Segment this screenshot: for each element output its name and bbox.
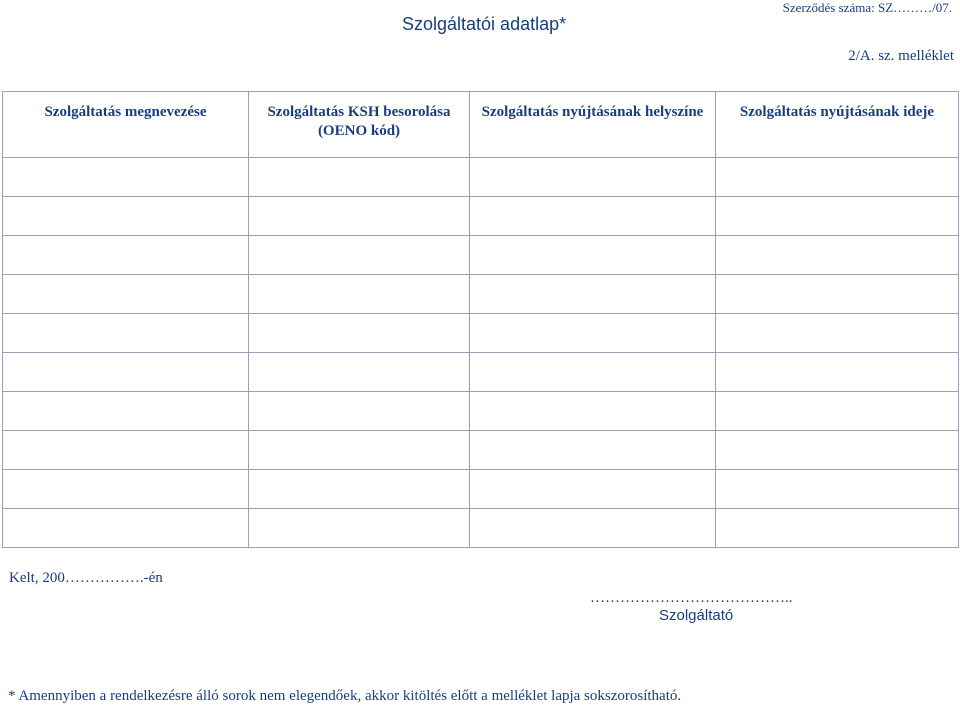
table-header-row: [3, 92, 959, 158]
signature-label: Szolgáltató: [659, 607, 734, 624]
ksh-code-cell[interactable]: [249, 275, 470, 314]
service-name-cell[interactable]: [3, 236, 249, 275]
service-name-cell[interactable]: [3, 197, 249, 236]
table-row: [3, 236, 959, 275]
date-line: Kelt, 200…………….-én: [9, 570, 163, 586]
table-row: [3, 197, 959, 236]
table-row: [3, 392, 959, 431]
ksh-code-cell[interactable]: [249, 236, 470, 275]
location-cell[interactable]: [470, 431, 716, 470]
location-cell[interactable]: [470, 314, 716, 353]
location-cell[interactable]: [470, 197, 716, 236]
time-cell[interactable]: [716, 158, 959, 197]
ksh-code-cell[interactable]: [249, 353, 470, 392]
service-name-cell[interactable]: [3, 353, 249, 392]
document-title: Szolgáltatói adatlap*: [402, 14, 567, 34]
ksh-code-cell[interactable]: [249, 392, 470, 431]
time-cell[interactable]: [716, 509, 959, 548]
contract-number: Szerződés száma: SZ………/07.: [782, 0, 952, 15]
column-header-location: Szolgáltatás nyújtásának helyszíne: [470, 92, 716, 158]
time-cell[interactable]: [716, 431, 959, 470]
ksh-code-cell[interactable]: [249, 158, 470, 197]
time-cell[interactable]: [716, 470, 959, 509]
ksh-code-cell[interactable]: [249, 314, 470, 353]
column-header-service-name: Szolgáltatás megnevezése: [3, 92, 249, 158]
service-name-cell[interactable]: [3, 392, 249, 431]
location-cell[interactable]: [470, 392, 716, 431]
time-cell[interactable]: [716, 314, 959, 353]
ksh-code-cell[interactable]: [249, 470, 470, 509]
services-table: [2, 91, 959, 548]
table-row: [3, 509, 959, 548]
ksh-code-cell[interactable]: [249, 197, 470, 236]
location-cell[interactable]: [470, 353, 716, 392]
service-name-cell[interactable]: [3, 509, 249, 548]
location-cell[interactable]: [470, 275, 716, 314]
signature-line: …………………………………..: [590, 590, 793, 606]
service-name-cell[interactable]: [3, 158, 249, 197]
table-row: [3, 431, 959, 470]
table-row: [3, 353, 959, 392]
service-name-cell[interactable]: [3, 275, 249, 314]
footnote: * Amennyiben a rendelkezésre álló sorok nem elegendőek, akkor kitöltés előtt a melléklet lapja sokszorosítható.: [8, 688, 682, 704]
column-header-time: Szolgáltatás nyújtásának ideje: [716, 92, 959, 158]
time-cell[interactable]: [716, 197, 959, 236]
table-row: [3, 470, 959, 509]
table-row: [3, 158, 959, 197]
time-cell[interactable]: [716, 392, 959, 431]
ksh-code-cell[interactable]: [249, 509, 470, 548]
location-cell[interactable]: [470, 236, 716, 275]
column-header-ksh-code: Szolgáltatás KSH besorolása (OENO kód): [249, 92, 470, 158]
annex-label: 2/A. sz. melléklet: [848, 48, 954, 64]
service-name-cell[interactable]: [3, 314, 249, 353]
time-cell[interactable]: [716, 353, 959, 392]
location-cell[interactable]: [470, 470, 716, 509]
table-row: [3, 314, 959, 353]
service-name-cell[interactable]: [3, 431, 249, 470]
location-cell[interactable]: [470, 509, 716, 548]
location-cell[interactable]: [470, 158, 716, 197]
service-name-cell[interactable]: [3, 470, 249, 509]
time-cell[interactable]: [716, 236, 959, 275]
time-cell[interactable]: [716, 275, 959, 314]
ksh-code-cell[interactable]: [249, 431, 470, 470]
table-row: [3, 275, 959, 314]
